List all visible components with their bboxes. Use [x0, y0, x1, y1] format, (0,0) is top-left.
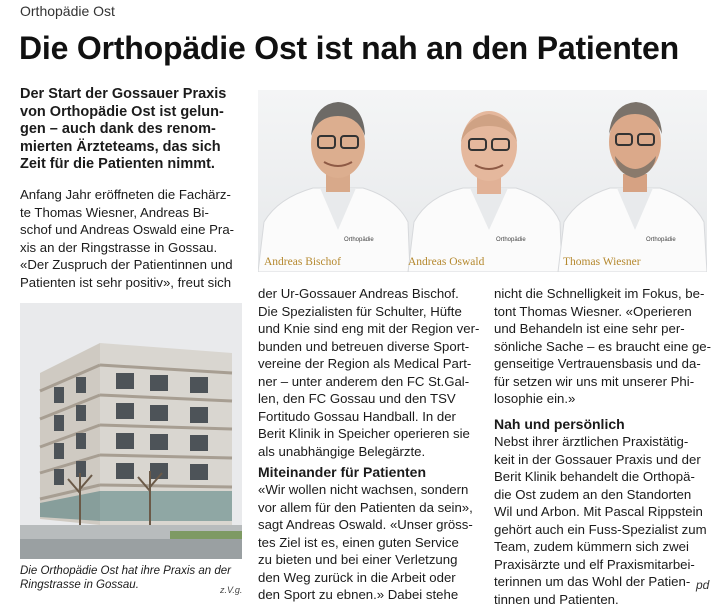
text-line: und Knie sind eng mit der Region ver-	[258, 320, 480, 338]
column-3-text-b	[494, 433, 710, 608]
text-line: te Thomas Wiesner, Andreas Bi-	[20, 204, 252, 222]
lead-line: Der Start der Gossauer Praxis	[20, 86, 252, 104]
text-line: ner – unter anderem den FC St.Gal-	[258, 373, 480, 391]
building-illustration	[20, 303, 242, 559]
column-3-text	[494, 285, 710, 408]
coat-logo: Orthopädie	[646, 237, 676, 243]
text-line: zu bieten und bei einer Verletzung	[258, 551, 480, 569]
text-line: Praxisärzte und elf Praxismitarbei-	[494, 556, 710, 574]
coat-logo: Orthopädie	[496, 237, 526, 243]
text-line: den Weg zurück in die Arbeit oder	[258, 569, 480, 587]
subhead-miteinander: Miteinander für Patienten	[258, 464, 426, 480]
text-line: gehört auch ein Fuss-Spezialist zum	[494, 521, 710, 539]
text-line: «Wir wollen nicht wachsen, sondern	[258, 481, 480, 499]
doctor-name-label: Andreas Bischof	[264, 256, 341, 268]
text-line: keit in der Gossauer Praxis und der	[494, 451, 710, 469]
text-line: Wil und Arbon. Mit Pascal Rippstein	[494, 503, 710, 521]
text-line: die Ost zudem an den Standorten	[494, 486, 710, 504]
author-tag: pd	[696, 578, 709, 592]
text-line: für setzen wir uns mit unserer Phi-	[494, 373, 710, 391]
doctors-photo	[258, 90, 707, 272]
text-line: Nebst ihrer ärztlichen Praxistätig-	[494, 433, 710, 451]
building-caption	[20, 564, 240, 592]
caption-line: Die Orthopädie Ost hat ihre Praxis an der	[20, 564, 240, 578]
lead-line: gen – auch dank des renom-	[20, 121, 252, 139]
text-line: Die Spezialisten für Schulter, Hüfte	[258, 303, 480, 321]
coat-logo: Orthopädie	[344, 237, 374, 243]
text-line: schof und Andreas Oswald eine Pra-	[20, 221, 252, 239]
text-line: bunden und betreuen diverse Sport-	[258, 338, 480, 356]
text-line: tinnen und Patienten.	[494, 591, 710, 608]
text-line: terinnen um das Wohl der Patien-	[494, 573, 710, 591]
text-line: sagt Andreas Oswald. «Unser gröss-	[258, 516, 480, 534]
text-line: len, den FC Gossau und den TSV	[258, 390, 480, 408]
text-line: als unabhängige Belegärzte.	[258, 443, 480, 461]
text-line: vor allem für den Patienten da sein»,	[258, 499, 480, 517]
text-line: Berit Klinik behandelt die Orthopä-	[494, 468, 710, 486]
photo-credit: z.V.g.	[220, 585, 242, 595]
text-line: tes Ziel ist es, einen guten Service	[258, 534, 480, 552]
text-line: Berit Klinik in Speicher operieren sie	[258, 425, 480, 443]
doctors-illustration	[258, 90, 707, 272]
column-2-text	[258, 285, 480, 460]
text-line: sönliche Sache – es braucht eine ge-	[494, 338, 710, 356]
text-line: losophie ein.»	[494, 390, 710, 408]
text-line: xis an der Ringstrasse in Gossau.	[20, 239, 252, 257]
text-line: tont Thomas Wiesner. «Operieren	[494, 303, 710, 321]
text-line: den Sport zu ebnen.» Dabei stehe	[258, 586, 480, 604]
text-line: Team, zudem kümmern sich zwei	[494, 538, 710, 556]
building-photo	[20, 303, 242, 559]
text-line: und Behandeln ist eine sehr per-	[494, 320, 710, 338]
doctor-name-label: Andreas Oswald	[408, 256, 485, 268]
text-line: Fortitudo Gossau Handball. In der	[258, 408, 480, 426]
text-line: Anfang Jahr eröffneten die Fachärz-	[20, 186, 252, 204]
lead-line: mierten Ärzteteams, das sich	[20, 139, 252, 157]
caption-line: Ringstrasse in Gossau.	[20, 578, 240, 592]
text-line: der Ur-Gossauer Andreas Bischof.	[258, 285, 480, 303]
text-line: Patienten ist sehr positiv», freut sich	[20, 274, 252, 292]
column-2-text-b	[258, 481, 480, 604]
text-line: «Der Zuspruch der Patientinnen und	[20, 256, 252, 274]
text-line: genseitige Vertrauensbasis und da-	[494, 355, 710, 373]
subhead-nah: Nah und persönlich	[494, 416, 625, 432]
lead-line: von Orthopädie Ost ist gelun-	[20, 104, 252, 122]
kicker: Orthopädie Ost	[20, 3, 115, 19]
doctor-name-label: Thomas Wiesner	[563, 256, 641, 268]
column-1-text	[20, 186, 252, 291]
headline: Die Orthopädie Ost ist nah an den Patienten	[19, 30, 679, 67]
text-line: vereine der Region als Medical Part-	[258, 355, 480, 373]
text-line: nicht die Schnelligkeit im Fokus, be-	[494, 285, 710, 303]
lead-line: Zeit für die Patienten nimmt.	[20, 156, 252, 174]
lead-paragraph	[20, 86, 252, 174]
